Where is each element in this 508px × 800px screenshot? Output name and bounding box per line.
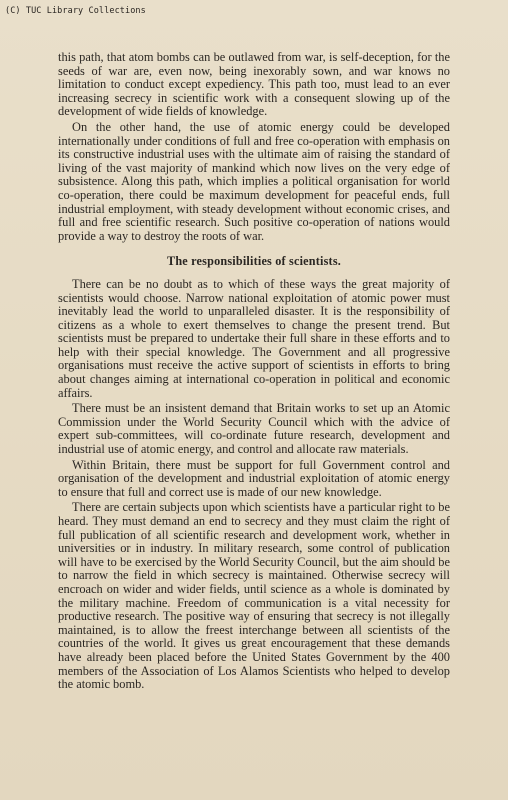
copyright-watermark: (C) TUC Library Collections: [5, 6, 146, 16]
paragraph-scientists-choice: There can be no doubt as to which of these ways the great majority of scientists would choose. Narrow national exploitation of atomic power must inevitably lead the world to unparalleled disaster. It is the responsibility of citizens as a whole to exert themselves to change the present trend. But scientists must be prepared to undertake their full share in these efforts and to help with their special knowledge. The Government and all progressive organisations must receive the active support of scientists in efforts to bring about changes aiming at international co-operation in political and economic affairs.: [58, 276, 450, 400]
body-text: [58, 51, 450, 694]
paragraph-continuation: this path, that atom bombs can be outlawed from war, is self-deception, for the seeds of war are, even now, being inexorably sown, and war knows no limitation to conduct except expediency. This path too, must lead to an ever increasing secrecy in scientific work with a consequent slowing up of the development of wide fields of knowledge.: [58, 50, 450, 119]
paragraph-government-control: Within Britain, there must be support for full Government control and organisation of the development and industrial exploitation of atomic energy to ensure that full and correct use is made of our new knowledge.: [58, 457, 450, 499]
section-heading: The responsibilities of scientists.: [166, 254, 342, 269]
paragraph-atomic-commission: There must be an insistent demand that Britain works to set up an Atomic Commission under the World Security Council which with the advice of expert sub-committees, will co-ordinate future research, development and industrial use of atomic energy, and control and allocate raw materials.: [58, 401, 450, 457]
paragraph-secrecy: There are certain subjects upon which scientists have a particular right to be heard. They must demand an end to secrecy and they must claim the right of full publication of all scientific research and development work, whether in universities or in industry. In military research, some control of publication will have to be exercised by the World Security Council, but the aim should be to narrow the field in which secrecy is maintained. Otherwise secrecy will encroach on wider and wider fields, until science as a whole is dominated by the military machine. Freedom of communication is a vital necessity for productive research. The positive way of ensuring that secrecy is not illegally maintained, is to allow the freest interchange between all scientists of the countries of the world. It gives us great encouragement that these demands have already been placed before the United States Government by the 400 members of the Association of Los Alamos Scientists who helped to develop the atomic bomb.: [58, 500, 450, 692]
paragraph-atomic-cooperation: On the other hand, the use of atomic energy could be developed internationally under conditions of full and free co-operation with emphasis on its constructive industrial uses with the ultimate aim of raising the standard of living of the vast majority of mankind which now lives on the very edge of subsistence. Along this path, which implies a political organisation for world co-operation, there could be maximum development for peaceful ends, full industrial employment, with steady development without economic crises, and full and free scientific research. Such positive co-operation of nations would provide a way to destroy the roots of war.: [58, 119, 450, 243]
